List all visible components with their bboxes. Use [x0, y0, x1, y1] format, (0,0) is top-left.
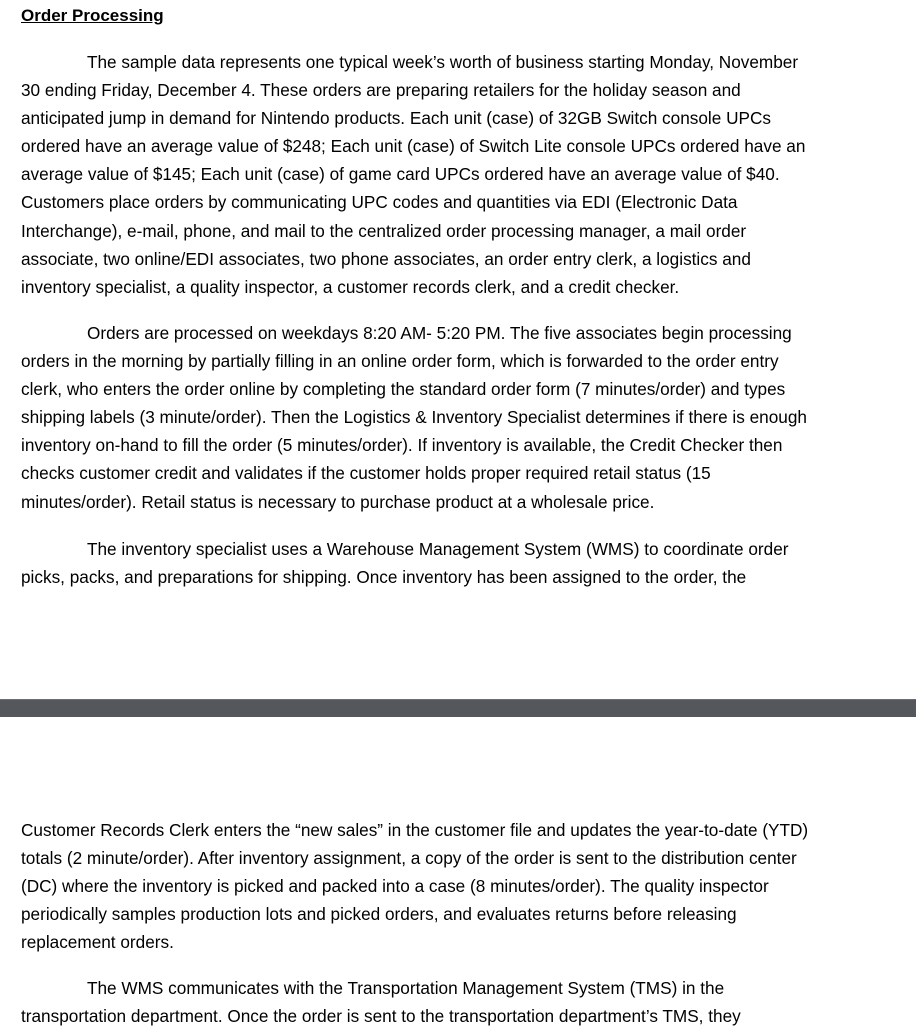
paragraph-records-clerk — [21, 816, 893, 956]
text-line: inventory on-hand to fill the order (5 minutes/order). If inventory is available, the Credit Checker then — [21, 435, 783, 456]
document-page-2 — [0, 717, 916, 1027]
text-line: The sample data represents one typical week’s worth of business starting Monday, November — [87, 52, 799, 72]
text-line: checks customer credit and validates if the customer holds proper required retail status (15 — [21, 463, 711, 484]
text-line: Orders are processed on weekdays 8:20 AM- 5:20 PM. The five associates begin processing — [87, 323, 792, 343]
text-line: average value of $145; Each unit (case) of game card UPCs ordered have an average value of $40. — [21, 164, 780, 185]
page-break-divider — [0, 699, 916, 717]
text-line: clerk, who enters the order online by completing the standard order form (7 minutes/order) and types — [21, 379, 786, 400]
text-line: anticipated jump in demand for Nintendo products. Each unit (case) of 32GB Switch console UPCs — [21, 108, 771, 129]
text-line: Interchange), e-mail, phone, and mail to the centralized order processing manager, a mail order — [21, 220, 747, 241]
text-line: periodically samples production lots and picked orders, and evaluates returns before releasing — [21, 904, 737, 925]
text-line: transportation department. Once the order is sent to the transportation department’s TMS, they — [21, 1006, 741, 1027]
text-line: picks, packs, and preparations for shipping. Once inventory has been assigned to the order, the — [21, 567, 747, 588]
text-line: The WMS communicates with the Transportation Management System (TMS) in the — [87, 978, 725, 998]
text-line: shipping labels (3 minute/order). Then the Logistics & Inventory Specialist determines if there is enough — [21, 407, 807, 428]
text-line: The inventory specialist uses a Warehouse Management System (WMS) to coordinate order — [87, 539, 789, 559]
text-line: Customer Records Clerk enters the “new sales” in the customer file and updates the year-to-date (YTD) — [21, 820, 809, 840]
text-line: associate, two online/EDI associates, two phone associates, an order entry clerk, a logistics and — [21, 248, 751, 269]
text-line: (DC) where the inventory is picked and packed into a case (8 minutes/order). The quality inspector — [21, 876, 769, 897]
text-line: ordered have an average value of $248; Each unit (case) of Switch Lite console UPCs ordered have an — [21, 136, 806, 157]
text-line: Customers place orders by communicating UPC codes and quantities via EDI (Electronic Data — [21, 192, 738, 213]
text-line: minutes/order). Retail status is necessary to purchase product at a wholesale price. — [21, 491, 655, 512]
paragraph-tms — [21, 974, 893, 1030]
paragraph-wms — [21, 535, 893, 591]
text-line: inventory specialist, a quality inspector, a customer records clerk, and a credit checker. — [21, 276, 680, 297]
text-line: totals (2 minute/order). After inventory assignment, a copy of the order is sent to the distribution center — [21, 848, 797, 869]
paragraph-intro — [21, 48, 893, 301]
text-line: orders in the morning by partially filling in an online order form, which is forwarded to the order entry — [21, 351, 779, 372]
text-line: 30 ending Friday, December 4. These orders are preparing retailers for the holiday season and — [21, 80, 741, 101]
paragraph-processing-hours — [21, 319, 893, 516]
document-heading: Order Processing — [21, 6, 164, 25]
text-line: replacement orders. — [21, 932, 174, 953]
